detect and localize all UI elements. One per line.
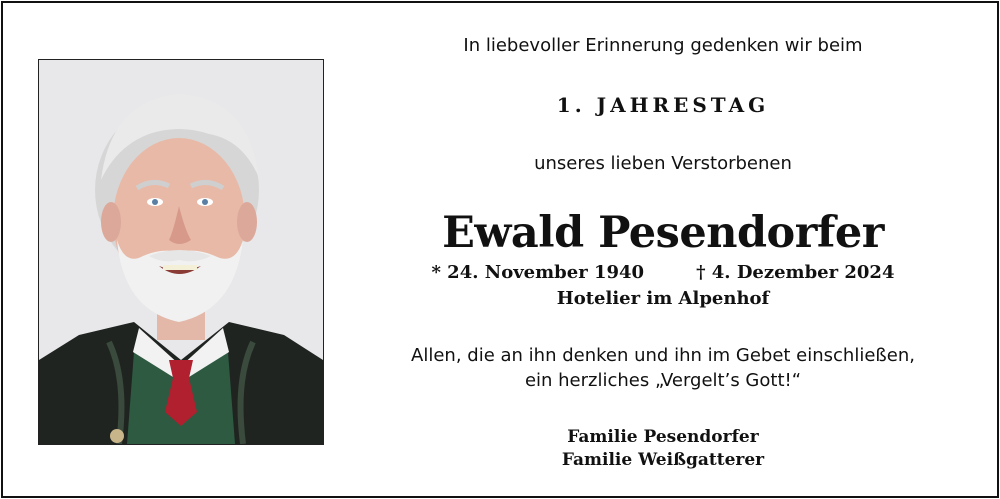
deceased-intro-text: unseres lieben Verstorbenen bbox=[534, 153, 792, 174]
deceased-name: Ewald Pesendorfer bbox=[442, 208, 884, 258]
thanks-line: Allen, die an ihn denken und ihn im Gebet einschließen, bbox=[411, 345, 915, 366]
family-name: Familie Pesendorfer bbox=[567, 427, 759, 447]
death-date: † 4. Dezember 2024 bbox=[696, 262, 895, 283]
birth-date: * 24. November 1940 bbox=[431, 262, 645, 283]
thanks-line: ein herzliches „Vergelt’s Gott!“ bbox=[524, 370, 802, 391]
obituary-notice bbox=[1, 1, 999, 498]
life-dates bbox=[343, 262, 983, 283]
family-name: Familie Weißgatterer bbox=[561, 450, 765, 470]
thanks-message bbox=[343, 343, 983, 393]
portrait-photo bbox=[38, 59, 324, 445]
intro-text: In liebevoller Erinnerung gedenken wir beim bbox=[463, 35, 863, 56]
family-signatures bbox=[343, 426, 983, 472]
anniversary-heading: 1. JAHRESTAG bbox=[556, 93, 770, 117]
portrait-illustration bbox=[39, 60, 323, 444]
occupation-text: Hotelier im Alpenhof bbox=[556, 288, 770, 309]
